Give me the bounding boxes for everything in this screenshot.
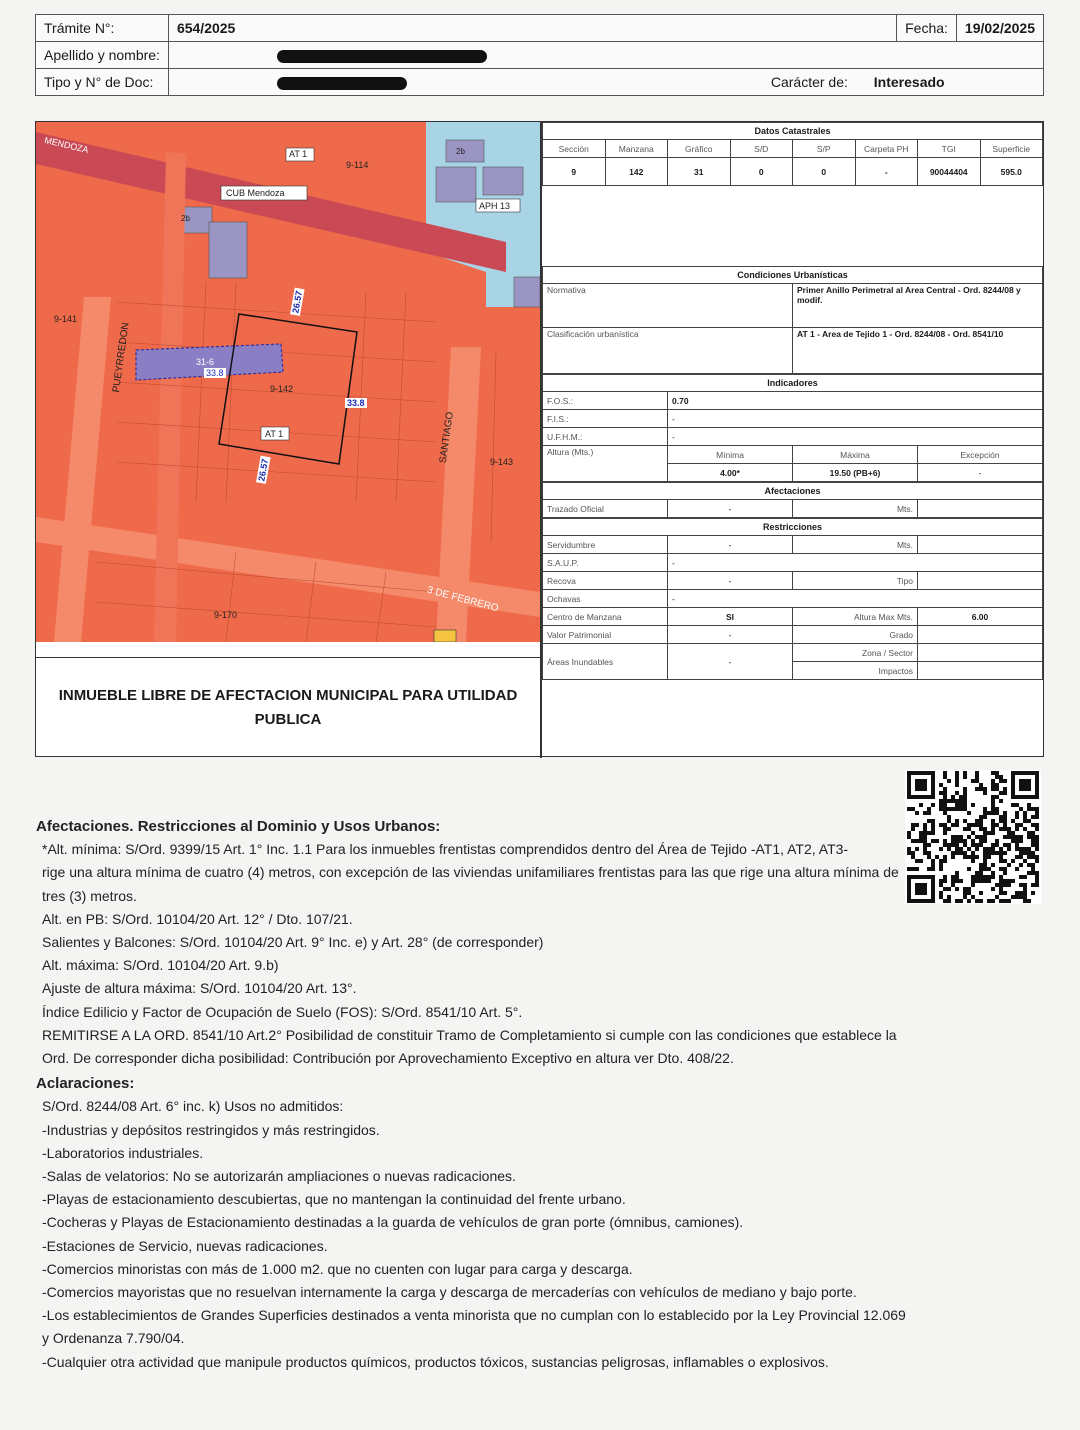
qr-code-graphic	[905, 770, 1041, 904]
trazado-value: -	[668, 500, 793, 518]
map-label-s114: 9-114	[346, 160, 369, 170]
clasificacion-label: Clasificación urbanística	[543, 328, 793, 374]
body-line: -Playas de estacionamiento descubiertas, que no mantengan la continuidad del frente urbano.	[42, 1191, 626, 1208]
doc-label: Tipo y N° de Doc:	[36, 69, 169, 96]
tipo-label: Tipo	[793, 572, 918, 590]
servidumbre-mts-value	[918, 536, 1043, 554]
body-line: -Los establecimientos de Grandes Superficies destinados a venta minorista que no cumplan con lo establecido por la Ley Provincial 12.069 y Ordenanza 7.790/04.	[42, 1307, 906, 1347]
body-line: -Cocheras y Playas de Estacionamiento destinadas a la guarda de vehículos de gran porte (ómnibus, camiones).	[42, 1214, 744, 1231]
indicadores-title: Indicadores	[543, 375, 1043, 392]
catastro-value: 142	[605, 158, 668, 186]
map-label-dim1: 26.57	[290, 290, 305, 314]
map-label-at1-top: AT 1	[289, 149, 308, 159]
map-note: INMUEBLE LIBRE DE AFECTACION MUNICIPAL PARA UTILIDAD PUBLICA	[36, 657, 540, 757]
tipo-value	[918, 572, 1043, 590]
altura-label: Altura (Mts.)	[543, 446, 668, 482]
catastro-spacer	[542, 186, 1043, 266]
body-line: Alt. en PB: S/Ord. 10104/20 Art. 12° / Dto. 107/21.	[42, 910, 353, 927]
header-table	[35, 14, 1044, 96]
catastro-value: 31	[668, 158, 731, 186]
body-line: REMITIRSE A LA ORD. 8541/10 Art.2° Posibilidad de constituir Tramo de Completamiento si cumple con las condiciones que establece la Ord. De corresponder dicha posibilidad: Contribución por Aprovechamiento Exceptivo en altura ver Dto. 408/22.	[42, 1026, 897, 1067]
body-line: -Cualquier otra actividad que manipule productos químicos, productos tóxicos, sustancias peligrosas, inflamables o explosivos.	[42, 1353, 829, 1370]
map-label-santiago: SANTIAGO	[437, 411, 456, 464]
map-label-lot-dim: 33.8	[206, 368, 224, 378]
map-label-s141: 9-141	[54, 314, 78, 324]
fecha-value: 19/02/2025	[956, 15, 1043, 42]
trazado-label: Trazado Oficial	[543, 500, 668, 518]
centro-label: Centro de Manzana	[543, 608, 668, 626]
servidumbre-mts-label: Mts.	[793, 536, 918, 554]
servidumbre-value: -	[668, 536, 793, 554]
tramite-label: Trámite N°:	[36, 15, 169, 42]
catastro-value: 0	[730, 158, 793, 186]
valor-label: Valor Patrimonial	[543, 626, 668, 644]
trazado-mts-label: Mts.	[793, 500, 918, 518]
map-label-2b-2: 2b	[181, 214, 190, 223]
nombre-label: Apellido y nombre:	[36, 42, 169, 69]
nombre-value	[168, 42, 1043, 69]
minima-value: 4.00*	[668, 464, 793, 482]
map-label-dim3: 26.57	[256, 458, 271, 482]
centro-value: SI	[668, 608, 793, 626]
redacted-doc	[277, 77, 407, 90]
altura-max-label: Altura Max Mts.	[793, 608, 918, 626]
body-line: *Alt. mínima: S/Ord. 9399/15 Art. 1° Inc. 1.1 Para los inmuebles frentistas comprendidos dentro del Área de Tejido -AT1, AT2, AT3-	[42, 841, 849, 858]
impactos-value	[918, 662, 1043, 680]
ochava-label: Ochavas	[543, 590, 668, 608]
areas-value: -	[668, 644, 793, 680]
body-line: rige una altura mínima de cuatro (4) metros, con excepción de las viviendas unifamiliares frentistas para las que rige una altura mínima de tres (3) metros.	[42, 864, 899, 904]
afectaciones-title: Afectaciones	[543, 483, 1043, 500]
fos-label: F.O.S.:	[543, 392, 668, 410]
normativa-value: Primer Anillo Perimetral al Area Central - Ord. 8244/08 y modif.	[793, 284, 1043, 328]
recova-label: Recova	[543, 572, 668, 590]
map-label-dim2: 33.8	[347, 398, 365, 408]
restricciones-table	[542, 518, 1043, 680]
catastro-header: Manzana	[605, 140, 668, 158]
body-line: S/Ord. 8244/08 Art. 6° inc. k) Usos no admitidos:	[42, 1098, 344, 1115]
section-title-aclaraciones: Aclaraciones:	[36, 1075, 135, 1093]
zona-value	[918, 644, 1043, 662]
zona-label: Zona / Sector	[793, 644, 918, 662]
cadastral-map	[36, 122, 540, 642]
condiciones-table	[542, 266, 1043, 374]
catastro-value: 595.0	[980, 158, 1043, 186]
areas-label: Áreas Inundables	[543, 644, 668, 680]
tramite-value: 654/2025	[168, 15, 896, 42]
grado-value	[918, 626, 1043, 644]
catastro-value: -	[855, 158, 918, 186]
map-label-pueyrredon: PUEYRREDON	[110, 321, 132, 394]
map-label-2b: 2b	[456, 147, 465, 156]
altura-max-value: 6.00	[918, 608, 1043, 626]
valor-value: -	[668, 626, 793, 644]
catastro-header: Superficie	[980, 140, 1043, 158]
clasificacion-value: AT 1 - Area de Tejido 1 - Ord. 8244/08 - Ord. 8541/10	[793, 328, 1043, 374]
ufhm-label: U.F.H.M.:	[543, 428, 668, 446]
saup-value: -	[668, 554, 1043, 572]
catastro-header: S/D	[730, 140, 793, 158]
catastro-header: Sección	[543, 140, 606, 158]
map-label-febrero: 3 DE FEBRERO	[425, 584, 500, 615]
redacted-name	[277, 50, 487, 63]
map-label-at1-mid: AT 1	[265, 429, 284, 439]
body-line: Alt. máxima: S/Ord. 10104/20 Art. 9.b)	[42, 957, 279, 974]
normativa-label: Normativa	[543, 284, 793, 328]
qr-code	[905, 770, 1041, 904]
map-label-s142: 9-142	[270, 384, 294, 394]
body-line: Salientes y Balcones: S/Ord. 10104/20 Art. 9° Inc. e) y Art. 28° (de corresponder)	[42, 934, 544, 951]
map-label-lot: 31-6	[196, 357, 215, 367]
maxima-value: 19.50 (PB+6)	[793, 464, 918, 482]
document-body	[36, 815, 916, 1374]
catastro-header: Gráfico	[668, 140, 731, 158]
grado-label: Grado	[793, 626, 918, 644]
body-line: -Comercios minoristas con más de 1.000 m2. que no cuenten con lugar para carga y descarga.	[42, 1260, 633, 1277]
excepcion-value: -	[918, 464, 1043, 482]
fos-value: 0.70	[668, 392, 1043, 410]
data-tables	[542, 122, 1043, 680]
body-line: Índice Edilicio y Factor de Ocupación de Suelo (FOS): S/Ord. 8541/10 Art. 5°.	[42, 1003, 523, 1020]
restricciones-title: Restricciones	[543, 519, 1043, 536]
fecha-label: Fecha:	[897, 15, 957, 42]
body-line: -Comercios mayoristas que no resuelvan internamente la carga y descarga de mercaderías con vehículos de mediano y bajo porte.	[42, 1284, 857, 1301]
maxima-label: Máxima	[793, 446, 918, 464]
indicadores-table	[542, 374, 1043, 482]
catastro-header: Carpeta PH	[855, 140, 918, 158]
body-line: -Salas de velatorios: No se autorizarán ampliaciones o nuevas radicaciones.	[42, 1168, 516, 1185]
catastro-header: S/P	[793, 140, 856, 158]
catastro-value: 9	[543, 158, 606, 186]
map-label-s170: 9-170	[214, 610, 238, 620]
caracter-value: Interesado	[873, 74, 945, 90]
excepcion-label: Excepción	[918, 446, 1043, 464]
servidumbre-label: Servidumbre	[543, 536, 668, 554]
minima-label: Mínima	[668, 446, 793, 464]
condiciones-title: Condiciones Urbanísticas	[543, 267, 1043, 284]
doc-value	[168, 69, 1043, 96]
impactos-label: Impactos	[793, 662, 918, 680]
caracter-label: Carácter de:	[770, 74, 848, 90]
body-line: Ajuste de altura máxima: S/Ord. 10104/20 Art. 13°.	[42, 980, 357, 997]
trazado-mts-value	[918, 500, 1043, 518]
ufhm-value: -	[668, 428, 1043, 446]
section-title-afectaciones: Afectaciones. Restricciones al Dominio y Usos Urbanos:	[36, 818, 441, 835]
body-line: -Industrias y depósitos restringidos y más restringidos.	[42, 1121, 380, 1138]
fis-label: F.I.S.:	[543, 410, 668, 428]
map-label-cub: CUB Mendoza	[226, 188, 285, 198]
saup-label: S.A.U.P.	[543, 554, 668, 572]
body-line: -Estaciones de Servicio, nuevas radicaciones.	[42, 1237, 328, 1254]
body-line: -Laboratorios industriales.	[42, 1144, 204, 1161]
afectaciones-table	[542, 482, 1043, 518]
catastro-value: 90044404	[918, 158, 981, 186]
catastro-table	[542, 122, 1043, 186]
ochava-value: -	[668, 590, 1043, 608]
catastro-header: TGI	[918, 140, 981, 158]
map-label-mendoza: MENDOZA	[43, 135, 90, 155]
catastro-title: Datos Catastrales	[543, 123, 1043, 140]
map-label-aph: APH 13	[479, 201, 511, 211]
main-panel	[35, 121, 1044, 757]
map-label-s143: 9-143	[490, 457, 514, 467]
catastro-value: 0	[793, 158, 856, 186]
recova-value: -	[668, 572, 793, 590]
fis-value: -	[668, 410, 1043, 428]
